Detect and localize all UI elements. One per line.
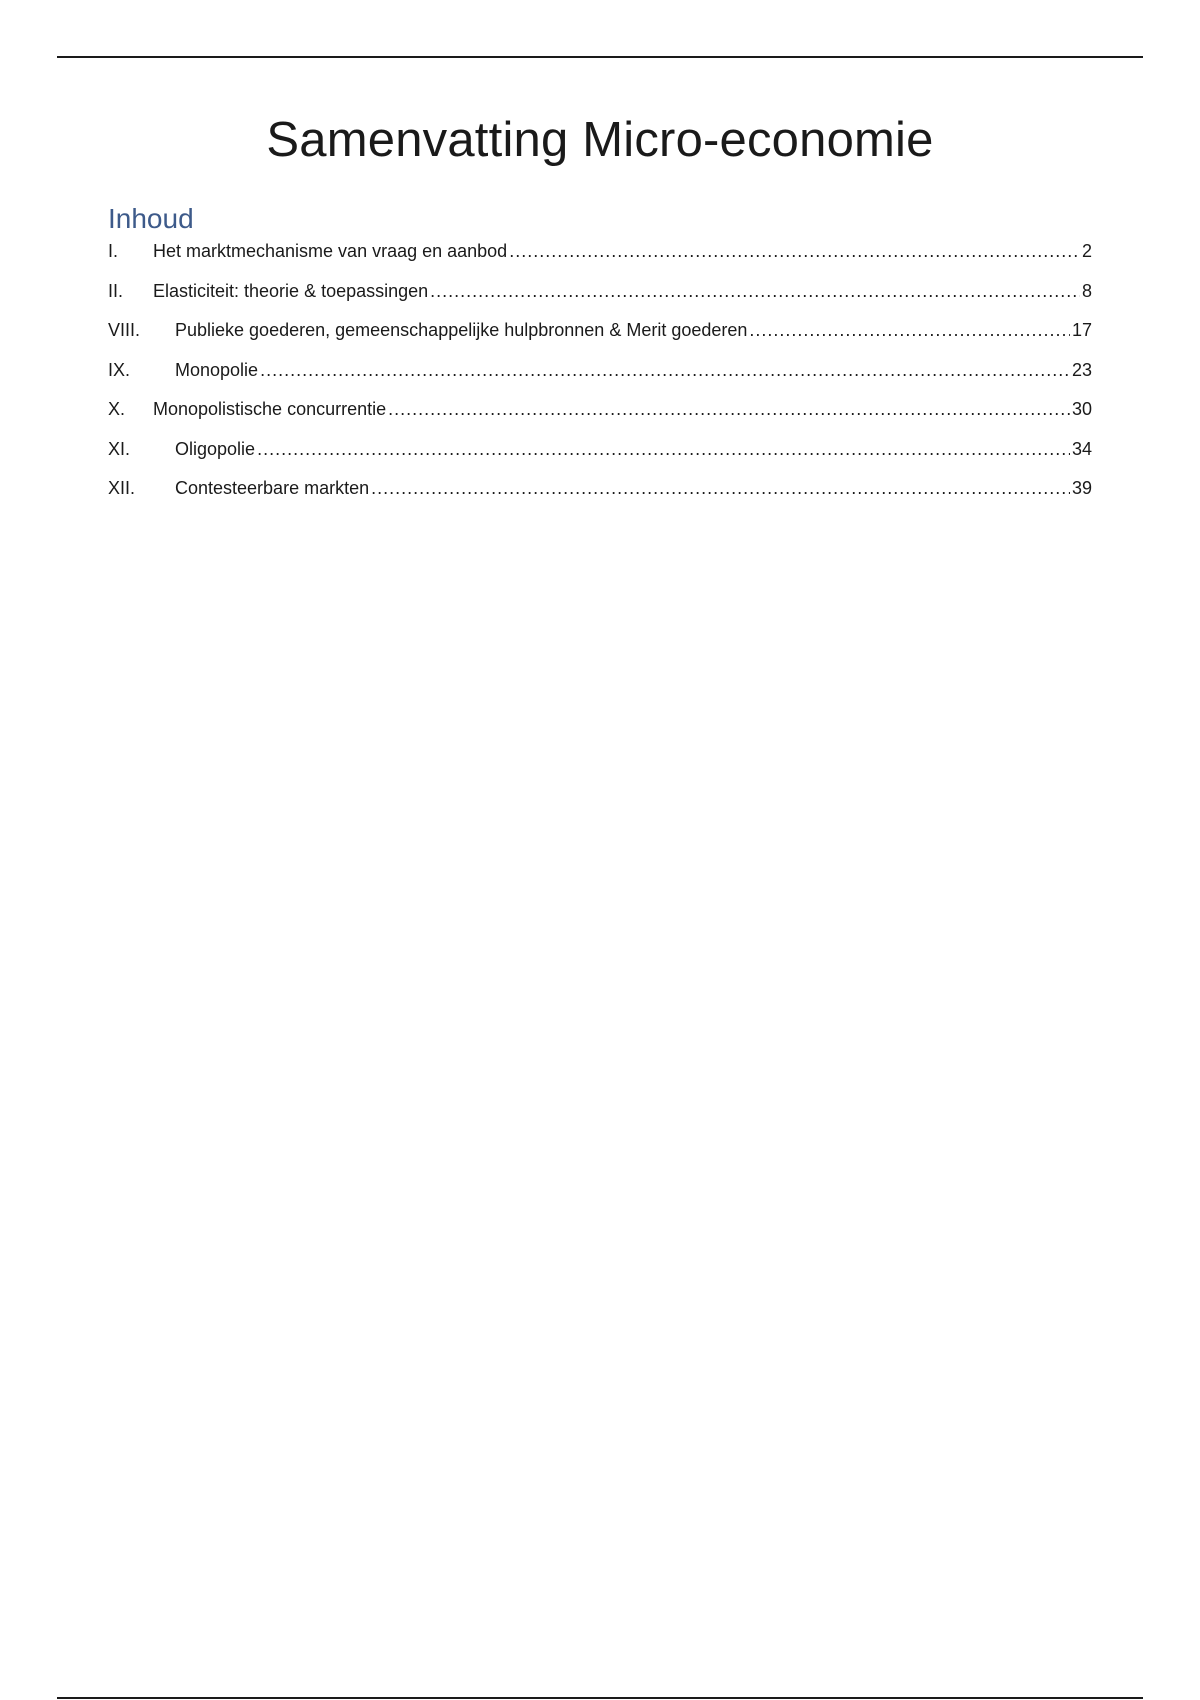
toc-entry-page: 23 [1071,359,1092,380]
toc-entry-page: 17 [1071,320,1092,340]
toc-dot-leader [509,241,1080,262]
toc-entry[interactable] [108,478,1092,518]
toc-dot-leader [388,399,1070,420]
toc-entry-page: 2 [1081,241,1092,261]
toc-dot-leader [430,281,1080,302]
toc-entry-number: X. [108,399,126,419]
header-rule [57,56,1143,58]
toc-entry-label: Elasticiteit: theorie & toepassingen [153,280,429,301]
toc-entry[interactable] [108,281,1092,321]
toc-entry-page: 30 [1071,399,1092,419]
toc-entry-number: VIII. [108,320,141,340]
toc-entry-label: Publieke goederen, gemeenschappelijke hulpbronnen & Merit goederen [175,320,748,340]
table-of-contents [108,241,1092,518]
footer-rule [57,1697,1143,1699]
toc-entry[interactable] [108,360,1092,400]
toc-dot-leader [371,478,1070,499]
toc-dot-leader [257,439,1070,460]
toc-entry-label: Oligopolie [175,438,256,459]
toc-entry[interactable] [108,439,1092,479]
toc-entry-number: XI. [108,438,131,459]
toc-heading: Inhoud [108,203,194,234]
toc-entry-page: 39 [1071,478,1092,498]
toc-dot-leader [749,320,1070,341]
toc-entry-label: Monopolistische concurrentie [153,399,387,419]
toc-entry-number: XII. [108,478,136,498]
toc-entry-number: II. [108,280,124,301]
toc-entry-page: 34 [1071,438,1092,459]
toc-entry-page: 8 [1081,280,1092,301]
toc-entry[interactable] [108,399,1092,439]
toc-entry-label: Contesteerbare markten [175,478,370,498]
toc-entry-number: IX. [108,359,131,380]
document-title: Samenvatting Micro-economie [266,113,934,167]
toc-entry[interactable] [108,320,1092,360]
toc-dot-leader [260,360,1070,381]
toc-entry-label: Het marktmechanisme van vraag en aanbod [153,241,508,261]
toc-entry[interactable] [108,241,1092,281]
toc-entry-number: I. [108,241,119,261]
toc-entry-label: Monopolie [175,359,259,380]
